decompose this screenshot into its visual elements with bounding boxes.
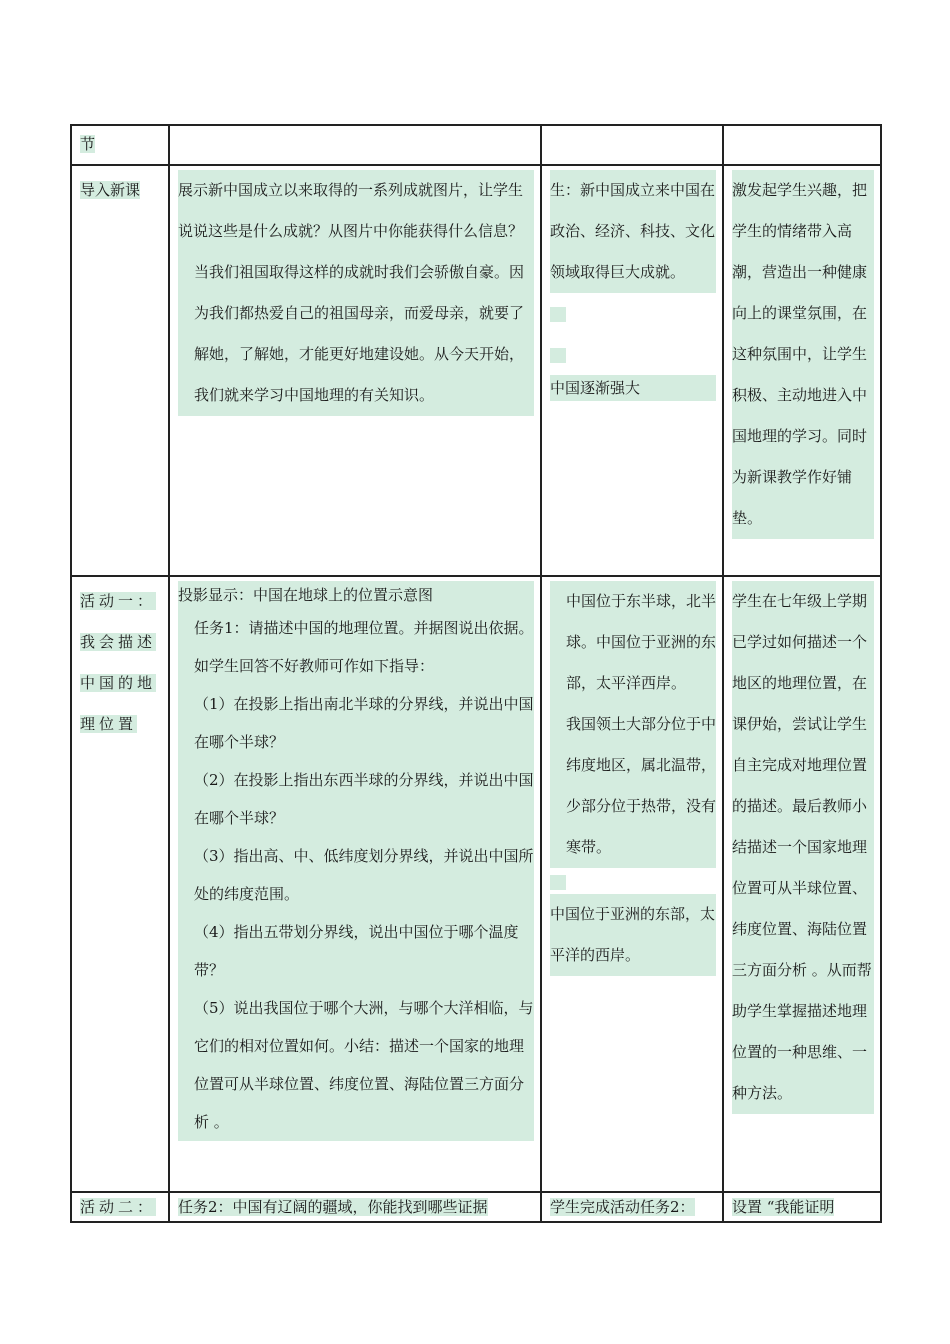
teacher-activity-cell — [169, 125, 541, 165]
paragraph: 我国领土大部分位于中纬度地区，属北温带，少部分位于热带，没有寒带。 — [550, 704, 716, 868]
paragraph: 任务1：请描述中国的地理位置。并据图说出依据。如学生回答不好教师可作如下指导： — [178, 609, 534, 685]
paragraph: （1）在投影上指出南北半球的分界线，并说出中国在哪个半球？ — [178, 685, 534, 761]
blank-line — [550, 868, 716, 894]
paragraph: （2）在投影上指出东西半球的分界线，并说出中国在哪个半球？ — [178, 761, 534, 837]
stage-label: 导入新课 — [80, 181, 141, 199]
teacher-activity-cell — [169, 165, 541, 576]
table-row — [71, 576, 881, 1192]
paragraph: 中国位于东半球，北半球。中国位于亚洲的东部，太平洋西岸。 — [550, 581, 716, 704]
paragraph: 学生完成活动任务2： — [550, 1198, 695, 1216]
table-row — [71, 165, 881, 576]
design-intent-cell — [723, 165, 881, 576]
design-intent-cell — [723, 576, 881, 1192]
paragraph: 投影显示：中国在地球上的位置示意图 — [178, 581, 534, 609]
paragraph: 当我们祖国取得这样的成就时我们会骄傲自豪。因为我们都热爱自己的祖国母亲，而爱母亲，就要了解她，了解她，才能更好地建设她。从今天开始，我们就来学习中国地理的有关知识。 — [178, 252, 534, 416]
lesson-plan-table — [70, 124, 882, 1223]
stage-cell — [71, 165, 169, 576]
teacher-activity-cell — [169, 576, 541, 1192]
paragraph: 中国位于亚洲的东部，太平洋的西岸。 — [550, 894, 716, 976]
stage-cell — [71, 125, 169, 165]
blank-line — [550, 334, 716, 375]
stage-cell — [71, 576, 169, 1192]
design-intent-cell — [723, 125, 881, 165]
student-activity-cell — [541, 1192, 723, 1222]
student-activity-cell — [541, 576, 723, 1192]
design-intent-cell — [723, 1192, 881, 1222]
paragraph: 设置 “我能证明 — [732, 1198, 835, 1216]
paragraph: 中国逐渐强大 — [550, 375, 716, 401]
paragraph: （3）指出高、中、低纬度划分界线，并说出中国所处的纬度范围。 — [178, 837, 534, 913]
paragraph: 任务2：中国有辽阔的疆域，你能找到哪些证据 — [178, 1198, 488, 1216]
table-row — [71, 125, 881, 165]
paragraph: 激发起学生兴趣，把学生的情绪带入高潮，营造出一种健康向上的课堂氛围，在这种氛围中，让学生积极、主动地进入中国地理的学习。同时为新课教学作好铺垫。 — [732, 170, 874, 539]
paragraph: 展示新中国成立以来取得的一系列成就图片，让学生说说这些是什么成就？从图片中你能获得什么信息？ — [178, 170, 534, 252]
paragraph: 生：新中国成立来中国在政治、经济、科技、文化领域取得巨大成就。 — [550, 170, 716, 293]
paragraph: （5）说出我国位于哪个大洲，与哪个大洋相临，与它们的相对位置如何。小结：描述一个国家的地理位置可从半球位置、纬度位置、海陆位置三方面分析 。 — [178, 989, 534, 1141]
student-activity-cell — [541, 125, 723, 165]
student-activity-cell — [541, 165, 723, 576]
stage-label: 节 — [80, 135, 96, 153]
paragraph: （4）指出五带划分界线，说出中国位于哪个温度带？ — [178, 913, 534, 989]
stage-label: 活动二： — [80, 1198, 157, 1216]
paragraph: 学生在七年级上学期已学过如何描述一个地区的地理位置，在课伊始，尝试让学生自主完成对地理位置的描述。最后教师小结描述一个国家地理位置可从半球位置、纬度位置、海陆位置三方面分析 。从而帮助学生掌握描述地理位置的一种思维、一种方法。 — [732, 581, 874, 1114]
teacher-activity-cell — [169, 1192, 541, 1222]
stage-cell — [71, 1192, 169, 1222]
blank-line — [550, 293, 716, 334]
stage-label: 活动一：我会描述中国的地理位置 — [80, 592, 157, 733]
table-row — [71, 1192, 881, 1222]
